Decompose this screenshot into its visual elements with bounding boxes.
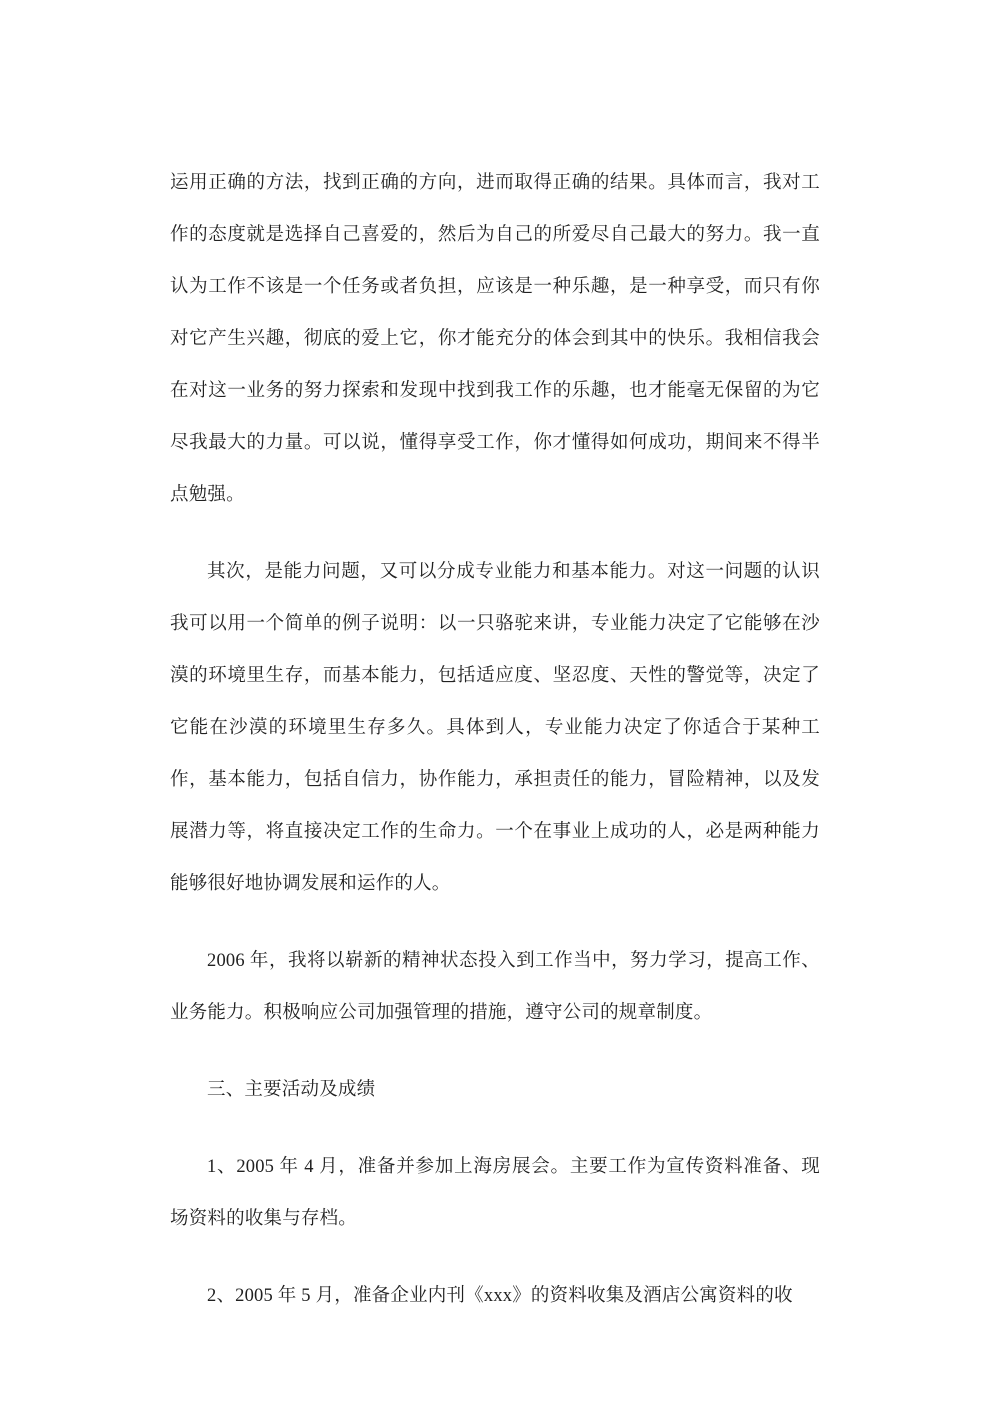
paragraph-ability: 其次，是能力问题，又可以分成专业能力和基本能力。对这一问题的认识我可以用一个简单的例子说明：以一只骆驼来讲，专业能力决定了它能够在沙漠的环境里生存，而基本能力，包括适应度、坚忍度、天性的警觉等，决定了它能在沙漠的环境里生存多久。具体到人，专业能力决定了你适合于某种工作，基本能力，包括自信力，协作能力，承担责任的能力，冒险精神，以及发展潜力等，将直接决定工作的生命力。一个在事业上成功的人，必是两种能力能够很好地协调发展和运作的人。 xyxy=(170,562,820,894)
list-item-activity-1: 1、2005 年 4 月，准备并参加上海房展会。主要工作为宣传资料准备、现场资料的收集与存档。 xyxy=(170,1157,820,1229)
section-heading-activities: 三、主要活动及成绩 xyxy=(207,1080,376,1100)
list-item-activity-2: 2、2005 年 5 月，准备企业内刊《xxx》的资料收集及酒店公寓资料的收 xyxy=(207,1286,793,1306)
paragraph-work-attitude: 运用正确的方法，找到正确的方向，进而取得正确的结果。具体而言，我对工作的态度就是选择自己喜爱的，然后为自己的所爱尽自己最大的努力。我一直认为工作不该是一个任务或者负担，应该是一种乐趣，是一种享受，而只有你对它产生兴趣，彻底的爱上它，你才能充分的体会到其中的快乐。我相信我会在对这一业务的努力探索和发现中找到我工作的乐趣，也才能毫无保留的为它尽我最大的力量。可以说，懂得享受工作，你才懂得如何成功，期间来不得半点勉强。 xyxy=(170,173,820,505)
paragraph-2006-plan: 2006 年，我将以崭新的精神状态投入到工作当中，努力学习，提高工作、业务能力。积极响应公司加强管理的措施，遵守公司的规章制度。 xyxy=(170,951,820,1023)
